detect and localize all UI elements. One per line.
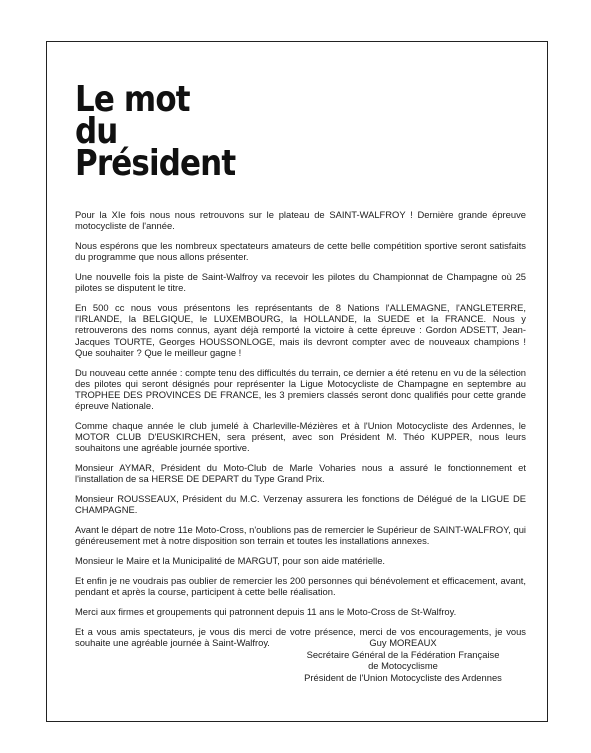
page-title [75, 79, 236, 184]
paragraph: Une nouvelle fois la piste de Saint-Walfroy va recevoir les pilotes du Championnat de Champagne où 25 pilotes se disputent le titre. [75, 271, 526, 294]
paragraph: En 500 cc nous vous présentons les représentants de 8 Nations l'ALLEMAGNE, l'ANGLETERRE, l'IRLANDE, la BELGIQUE, le LUXEMBOURG, la HOLLANDE, la SUEDE et la FRANCE. Nous y retrouverons des noms connus, ayant déjà remporté la victoire à cette épreuve : Gordon ADSETT, Jean-Jacques TOURTE, Georges HOUSSONLOGE, mais ils devront compter avec de nouveaux champions ! Que souhaiter ? Que le meilleur gagne ! [75, 302, 526, 358]
signature-block [278, 637, 528, 683]
paragraph: Pour la XIe fois nous nous retrouvons sur le plateau de SAINT-WALFROY ! Dernière grande épreuve motocycliste de l'année. [75, 209, 526, 232]
title-line-1: Le mot [75, 79, 190, 120]
paragraph: Merci aux firmes et groupements qui patronnent depuis 11 ans le Moto-Cross de St-Walfroy. [75, 606, 457, 618]
signature-role: Secrétaire Général de la Fédération Française [306, 648, 500, 660]
title-line-2: du [75, 111, 118, 152]
paragraph: Monsieur AYMAR, Président du Moto-Club de Marle Voharies nous a assuré le fonctionnement et l'installation de sa HERSE DE DEPART du Type Grand Prix. [75, 462, 526, 485]
signature-name: Guy MOREAUX [369, 637, 437, 648]
paragraph: Monsieur le Maire et la Municipalité de MARGUT, pour son aide matérielle. [75, 555, 386, 567]
signature-role: Président de l'Union Motocycliste des Ardennes [304, 671, 502, 683]
paragraph: Et a vous amis spectateurs, je vous dis merci de votre présence, merci de vos encouragements, je vous souhaite une agréable journée à Saint-Walfroy. [75, 625, 526, 649]
paragraph: Comme chaque année le club jumelé à Charleville-Mézières et à l'Union Motocycliste des Ardennes, le MOTOR CLUB D'EUSKIRCHEN, sera présent, avec son Président M. Théo KUPPER, nous leurs souhaitons une agréable journée sportive. [75, 420, 526, 454]
paragraph: Nous espérons que les nombreux spectateurs amateurs de cette belle compétition sportive seront satisfaits du programme que nous allons présenter. [75, 240, 526, 263]
signature-role: de Motocyclisme [368, 660, 438, 672]
paragraph: Avant le départ de notre 11e Moto-Cross, n'oublions pas de remercier le Supérieur de SAINT-WALFROY, qui généreusement met à notre disposition son terrain et toutes les installations annexes. [75, 524, 526, 547]
paragraph: Du nouveau cette année : compte tenu des difficultés du terrain, ce dernier a été retenu en vu de la sélection des pilotes qui seront désignés pour représenter la Ligue Motocycliste de Champagne en septembre au TROPHEE DES PROVINCES DE FRANCE, les 3 premiers classés seront donc qualifiés pour cette grande épreuve Nationale. [75, 366, 526, 412]
article-body [75, 209, 526, 657]
paragraph: Monsieur ROUSSEAUX, Président du M.C. Verzenay assurera les fonctions de Délégué de la LIGUE DE CHAMPAGNE. [75, 493, 526, 516]
title-line-3: Président [75, 143, 236, 184]
paragraph: Et enfin je ne voudrais pas oublier de remercier les 200 personnes qui bénévolement et efficacement, avant, pendant et après la course, participent à cette belle réalisation. [75, 575, 526, 598]
